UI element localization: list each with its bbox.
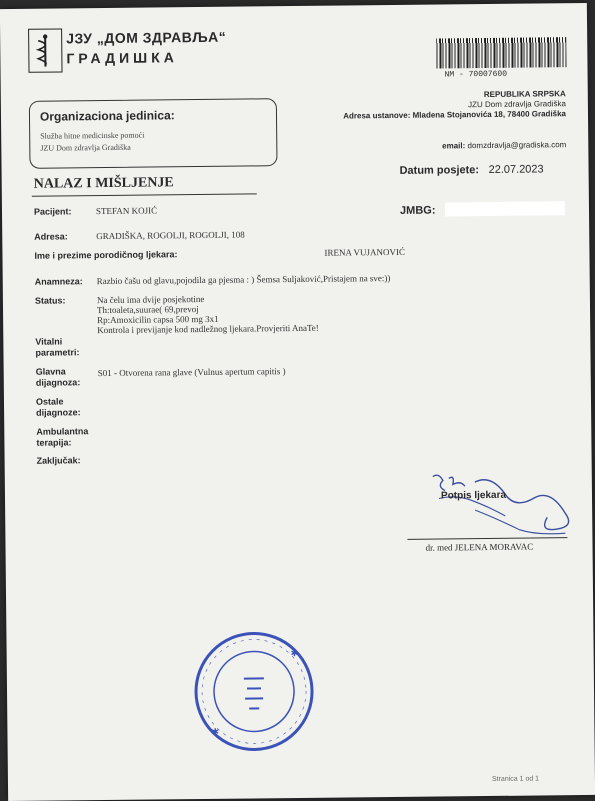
anamnesis-label: Anamneza: [35, 276, 83, 288]
institution-address-block [343, 89, 566, 121]
page-number: Stranica 1 od 1 [492, 775, 539, 782]
medical-logo-icon [28, 28, 62, 72]
main-diagnosis-label-line1: Glavna [36, 366, 81, 377]
svg-text:✱: ✱ [291, 648, 299, 658]
patient-label: Pacijent: [34, 206, 72, 217]
status-line: Na čelu ima dvije posjekotine [97, 294, 205, 305]
anamnesis-value: Razbio čašu od glavu,pojodila ga pjesma : ) Šemsa Suljaković,Pristajem na sve:)) [97, 273, 391, 286]
org-unit-box [29, 98, 278, 169]
main-diagnosis-value: S01 - Otvorena rana glave (Vulnus apertum capitis ) [98, 366, 286, 378]
institution-name-latin: JZU Dom zdravlja Gradiška [343, 99, 566, 111]
email-line [442, 140, 566, 150]
email-label: email: [442, 141, 465, 150]
barcode-number: NM - 70007600 [445, 70, 508, 80]
handwritten-signature [415, 469, 586, 541]
therapy-label-line2: terapija: [36, 437, 88, 449]
main-diagnosis-label-line2: dijagnoza: [36, 377, 81, 388]
institution-city-cyrillic: ГРАДИШКА [66, 49, 178, 66]
other-diagnoses-label [36, 396, 81, 418]
org-unit-institution: JZU Dom zdravlja Gradiška [40, 143, 131, 153]
patient-address: GRADIŠKA, ROGOLJI, ROGOLJI, 108 [96, 230, 245, 242]
org-unit-title: Organizaciona jedinica: [40, 108, 175, 123]
institution-name-cyrillic: ЈЗУ „ДОМ ЗДРАВЉА“ [66, 29, 226, 47]
status-label: Status: [35, 295, 66, 306]
therapy-label-line1: Ambulantna [36, 426, 88, 438]
vitals-label-line2: parametri: [35, 347, 79, 358]
document-title: NALAZ I MIŠLJENJE [34, 175, 174, 192]
patient-name: STEFAN KOJIĆ [96, 205, 157, 216]
other-diagnoses-label-line1: Ostale [36, 396, 81, 407]
visit-date-value: 22.07.2023 [489, 163, 544, 176]
org-unit-service: Služba hitne medicinske pomoći [40, 131, 144, 141]
vitals-label [35, 336, 79, 358]
other-diagnoses-label-line2: dijagnoze: [36, 407, 81, 418]
visit-date-label: Datum posjete: [400, 164, 480, 177]
document-page [0, 3, 595, 801]
title-underline [32, 193, 257, 196]
doctor-name: dr. med JELENA MORAVAC [425, 542, 533, 553]
status-line: Kontrola i previjanje kod nadležnog ljekara.Provjeriti AnaTe! [97, 323, 319, 335]
address-value: Mladena Stojanovića 18, 78400 Gradiška [413, 109, 567, 120]
vitals-label-line1: Vitalni [35, 336, 79, 347]
conclusion-label: Zaključak: [37, 455, 81, 466]
barcode-icon [436, 37, 566, 68]
gp-name: IRENA VUJANOVIĆ [324, 247, 405, 258]
gp-label: Ime i prezime porodičnog ljekara: [34, 249, 177, 261]
main-diagnosis-label [36, 366, 81, 388]
svg-text:✱: ✱ [211, 727, 219, 737]
email-value: domzdravlja@gradiska.com [467, 140, 566, 150]
republic-name: REPUBLIKA SRPSKA [343, 89, 566, 101]
therapy-label [36, 426, 88, 449]
official-stamp-icon [188, 626, 319, 757]
jmbg-label: JMBG: [400, 205, 436, 217]
jmbg-redaction [445, 201, 565, 216]
address-label: Adresa ustanove: [343, 111, 410, 121]
status-line: Rp:Amoxicilin capsa 500 mg 3x1 [97, 314, 219, 325]
signature-label: Potpis ljekara [441, 490, 506, 502]
address-field-label: Adresa: [34, 231, 68, 242]
status-line: Th:toaleta,suurae( 69,prevoj [97, 304, 199, 315]
